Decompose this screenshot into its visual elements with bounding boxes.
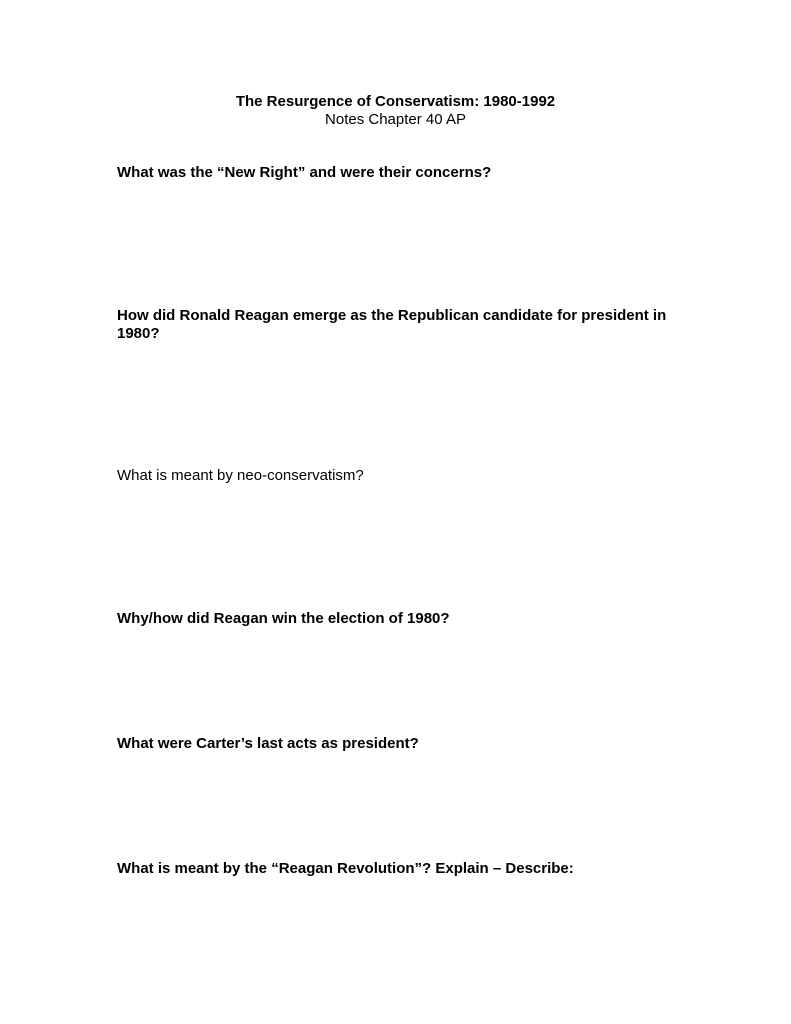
question-new-right: What was the “New Right” and were their concerns? [117,164,492,181]
document-title: The Resurgence of Conservatism: 1980-1992 [235,93,556,110]
question-reagan-election: Why/how did Reagan win the election of 1980? [117,610,450,627]
question-reagan-candidate: How did Ronald Reagan emerge as the Republican candidate for president in 1980? [117,307,667,342]
title-block [0,93,791,129]
question-carter-last-acts: What were Carter’s last acts as president? [117,735,419,752]
question-reagan-revolution: What is meant by the “Reagan Revolution”? Explain – Describe: [117,860,574,877]
document-subtitle: Notes Chapter 40 AP [325,111,466,128]
question-neo-conservatism: What is meant by neo-conservatism? [117,467,364,484]
